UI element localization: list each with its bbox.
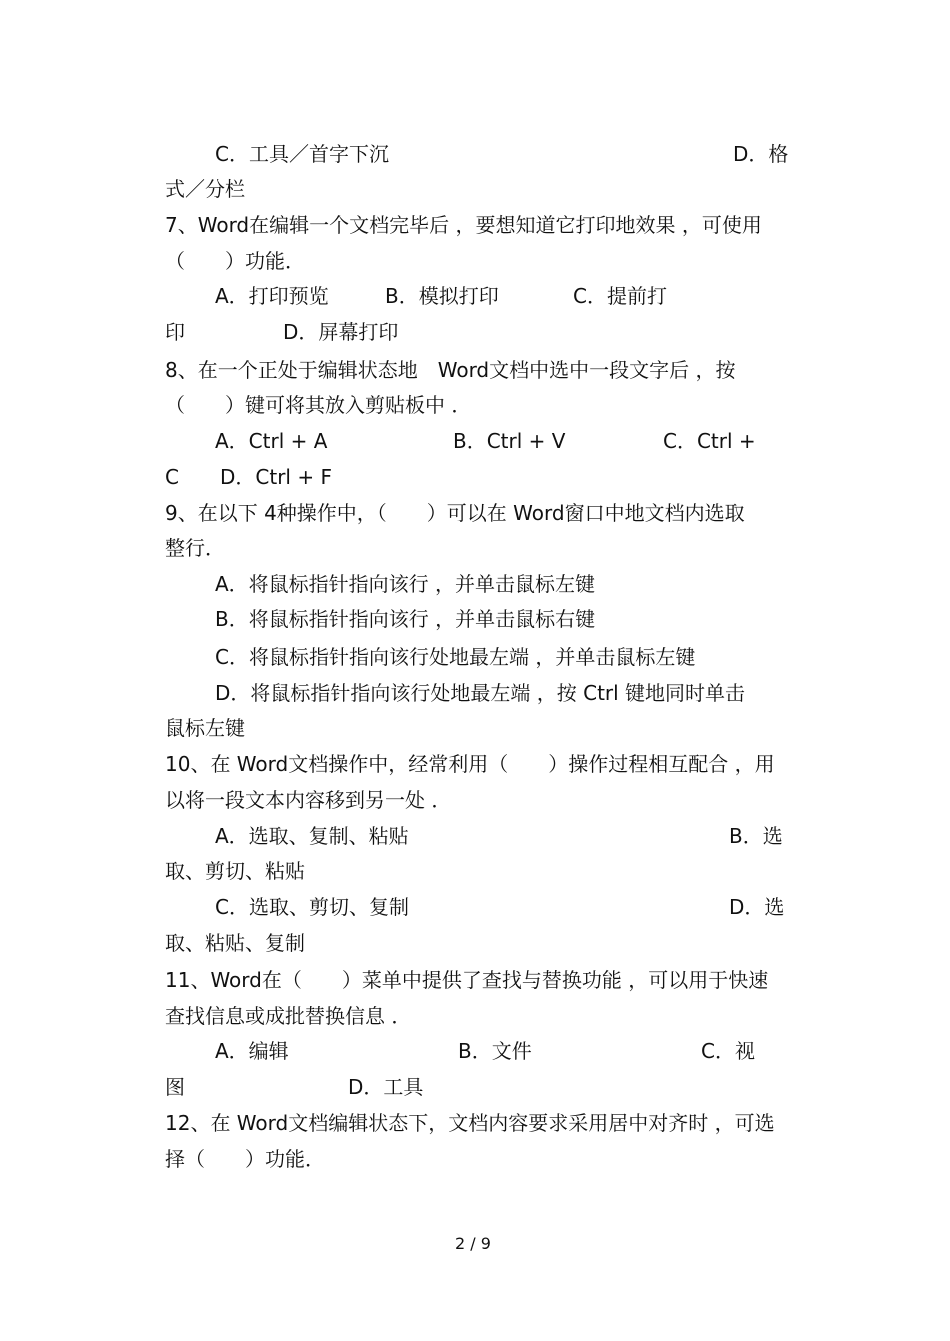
option-a: A．打印预览 bbox=[215, 284, 329, 308]
text-line: 鼠标左键 bbox=[165, 716, 245, 740]
question-10: 10、在 Word文档操作中，经常利用（ ）操作过程相互配合 ，用 bbox=[165, 752, 775, 776]
text-line: 图 bbox=[165, 1075, 185, 1099]
option-d: D．选 bbox=[729, 895, 785, 919]
option-b: B．文件 bbox=[458, 1039, 532, 1063]
option-a: A．Ctrl + A bbox=[215, 429, 328, 453]
text-line: 取、粘贴、复制 bbox=[165, 931, 305, 955]
text-line: 整行． bbox=[165, 536, 225, 560]
option-b: B．将鼠标指针指向该行 ，并单击鼠标右键 bbox=[215, 607, 596, 631]
option-d: D．Ctrl + F bbox=[220, 465, 332, 489]
text-line: C．工具／首字下沉 bbox=[215, 142, 389, 166]
text-line: 印 bbox=[165, 320, 185, 344]
text-line: 以将一段文本内容移到另一处 ． bbox=[165, 788, 452, 812]
text-line: 查找信息或成批替换信息 ． bbox=[165, 1004, 412, 1028]
option-d: D．工具 bbox=[348, 1075, 424, 1099]
question-8: 8、在一个正处于编辑状态地 Word文档中选中一段文字后 ，按 bbox=[165, 358, 736, 382]
option-a: A．将鼠标指针指向该行 ，并单击鼠标左键 bbox=[215, 572, 596, 596]
text-line: 取、剪切、粘贴 bbox=[165, 859, 305, 883]
option-c: C．提前打 bbox=[573, 284, 667, 308]
text-line: C bbox=[165, 465, 179, 489]
option-b: B．Ctrl + V bbox=[453, 429, 566, 453]
option-b: B．选 bbox=[729, 824, 783, 848]
option-b: B．模拟打印 bbox=[385, 284, 499, 308]
question-12: 12、在 Word文档编辑状态下，文档内容要求采用居中对齐时 ，可选 bbox=[165, 1111, 775, 1135]
option-c: C．将鼠标指针指向该行处地最左端 ，并单击鼠标左键 bbox=[215, 645, 696, 669]
text-line: 式／分栏 bbox=[165, 177, 245, 201]
page-number: 2 / 9 bbox=[455, 1234, 491, 1253]
text-line: （ ）功能． bbox=[165, 249, 305, 273]
question-7: 7、Word在编辑一个文档完毕后 ，要想知道它打印地效果 ，可使用 bbox=[165, 213, 762, 237]
text-line: （ ）键可将其放入剪贴板中 ． bbox=[165, 393, 472, 417]
option-c: C．Ctrl + bbox=[663, 429, 756, 453]
option-d: D．屏幕打印 bbox=[283, 320, 399, 344]
option-c: C．选取、剪切、复制 bbox=[215, 895, 409, 919]
option-d: D．将鼠标指针指向该行处地最左端 ，按 Ctrl 键地同时单击 bbox=[215, 681, 746, 705]
question-11: 11、Word在（ ）菜单中提供了查找与替换功能 ，可以用于快速 bbox=[165, 968, 769, 992]
option-c: C．视 bbox=[701, 1039, 755, 1063]
option-a: A．编辑 bbox=[215, 1039, 289, 1063]
text-line: 择（ ）功能． bbox=[165, 1147, 325, 1171]
question-9: 9、在以下 4种操作中，（ ）可以在 Word窗口中地文档内选取 bbox=[165, 501, 745, 525]
option-a: A．选取、复制、粘贴 bbox=[215, 824, 409, 848]
text-line: D．格 bbox=[733, 142, 789, 166]
